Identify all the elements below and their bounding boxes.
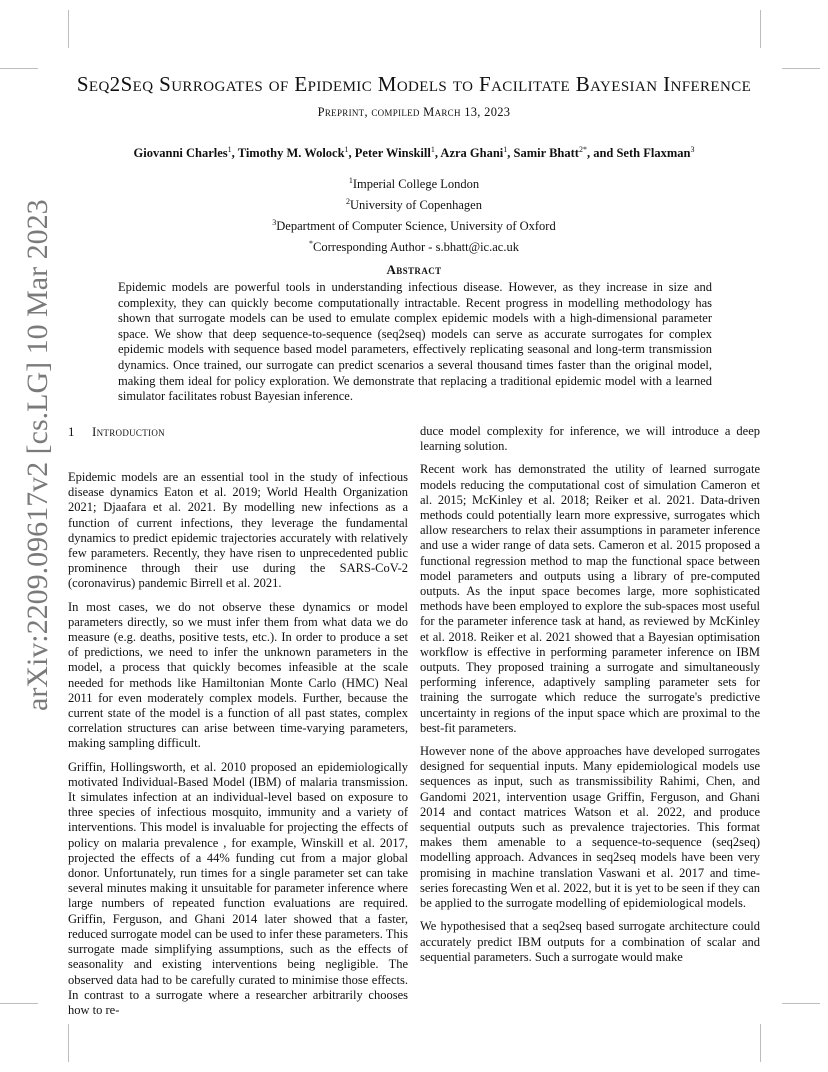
left-column bbox=[68, 470, 408, 1026]
abstract-heading: Abstract bbox=[386, 262, 442, 277]
author-affiliation-mark: 1 bbox=[503, 145, 508, 154]
abstract-text: Epidemic models are powerful tools in understanding infectious disease. However, as they increase in size and complexity, they can quickly become computationally intractable. Recent progress in modelling methodology has shown that surrogate models can be used to emulate complex epidemic models with a high-dimensional parameter space. We show that deep sequence-to-sequence (seq2seq) models can serve as accurate surrogates for complex epidemic models with sequence based model parameters, effectively replicating seasonal and long-term transmission dynamics. Once trained, our surrogate can predict scenarios a several thousand times faster than the original model, making them ideal for policy exploration. We demonstrate that replacing a traditional epidemic model with a learned simulator facilitates robust Bayesian inference. bbox=[118, 280, 712, 404]
paragraph: However none of the above approaches have developed surrogates designed for sequential inputs. Many epidemiological models use sequences as input, such as transmissibility Rahimi, Chen, and Gandomi 2021, intervention usage Griffin, Ferguson, and Ghani 2014 and contact matrices Watson et al. 2022, and produce sequential outputs such as prevalence trajectories. This format makes them amenable to a sequence-to-sequence (seq2seq) modelling approach. Advances in seq2seq models have been very promising in machine translation Vaswani et al. 2017 and time-series forecasting Wen et al. 2022, but it is yet to be seen if they can be applied to the surrogate modelling of epidemiological models. bbox=[420, 744, 760, 911]
author-affiliation-mark: 1 bbox=[344, 145, 349, 154]
section-heading bbox=[68, 424, 165, 440]
paragraph: Griffin, Hollingsworth, et al. 2010 proposed an epidemiologically motivated Individual-Based Model (IBM) of malaria transmission. It simulates infection at an individual-level based on exposure to three species of infectious mosquito, immunity and a variety of interventions. This model is invaluable for projecting the effects of policy on malaria prevalence , for example, Winskill et al. 2017, projected the effects of a 44% funding cut from a major global donor. Unfortunately, run times for a single parameter set can take several minutes making it unsuitable for parameter inference where large numbers of repeated function evaluations are required. Griffin, Ferguson, and Ghani 2014 later showed that a faster, reduced surrogate model can be used to infer these parameters. This surrogate made simplifying assumptions, such as the effects of seasonality and existing interventions being negligible. The observed data had to be carefully curated to minimise those effects. In contrast to a surrogate where a researcher arbitrarily chooses how to re- bbox=[68, 759, 408, 1017]
author-affiliation-mark: 1 bbox=[430, 145, 435, 154]
author-name: Timothy M. Wolock bbox=[237, 146, 345, 161]
author-affiliation-mark: 3 bbox=[690, 145, 695, 154]
affiliation-mark: 2 bbox=[346, 197, 351, 207]
crop-mark bbox=[782, 1003, 820, 1004]
right-column bbox=[420, 424, 760, 973]
affiliation bbox=[40, 235, 788, 256]
affiliation-list bbox=[40, 172, 788, 257]
arxiv-stamp-text: arXiv:2209.09617v2 [cs.LG] 10 Mar 2023 bbox=[21, 199, 54, 711]
affiliation bbox=[40, 172, 788, 193]
author-affiliation-mark: 2* bbox=[578, 145, 587, 154]
paper-title: Seq2Seq Surrogates of Epidemic Models to Facilitate Bayesian Inference bbox=[76, 72, 752, 96]
crop-mark bbox=[68, 1024, 69, 1062]
crop-mark bbox=[782, 68, 820, 69]
affiliation-text: University of Copenhagen bbox=[350, 198, 482, 213]
paragraph: Epidemic models are an essential tool in the study of infectious disease dynamics Eaton et al. 2019; World Health Organization 2021; Djaafara et al. 2021. By modelling new infections as a function of current infections, they leverage the fundamental dynamics to predict epidemic trajectories accurately with relatively few parameters. Recently, they have risen to unprecedented public prominence through their use during the SARS-CoV-2 (coronavirus) pandemic Birrell et al. 2021. bbox=[68, 470, 408, 591]
author-name: Azra Ghani bbox=[440, 146, 504, 161]
author-name: Peter Winskill bbox=[354, 146, 431, 161]
affiliation-text: Corresponding Author - s.bhatt@ic.ac.uk bbox=[313, 240, 519, 255]
author-name: Samir Bhatt bbox=[513, 146, 579, 161]
affiliation-text: Imperial College London bbox=[352, 177, 480, 192]
affiliation-mark: 1 bbox=[348, 176, 353, 185]
crop-mark bbox=[760, 1024, 761, 1062]
section-number: 1 bbox=[68, 424, 75, 439]
affiliation-mark: 3 bbox=[272, 218, 277, 228]
affiliation-mark: * bbox=[309, 239, 314, 249]
paragraph: duce model complexity for inference, we will introduce a deep learning solution. bbox=[420, 424, 760, 454]
affiliation bbox=[40, 193, 788, 214]
author-affiliation-mark: 1 bbox=[227, 145, 232, 154]
crop-mark bbox=[760, 10, 761, 48]
crop-mark bbox=[0, 68, 38, 69]
author-name: and Seth Flaxman bbox=[593, 146, 691, 161]
paragraph: Recent work has demonstrated the utility of learned surrogate models reducing the computational cost of simulation Cameron et al. 2015; McKinley et al. 2018; Reiker et al. 2021. Data-driven methods could potentially learn more expressive, surrogates which allow researchers to relax their assumptions in parameter inference and use a wider range of data sets. Cameron et al. 2015 proposed a functional regression method to map the functional space between model parameters and outputs using a library of pre-computed outputs. As the input space becomes large, more sophisticated methods have been employed to explore the sub-spaces most useful for the parameter inference task at hand, as reviewed by McKinley et al. 2018. Reiker et al. 2021 showed that a Bayesian optimisation workflow is effective in performing parameter inference on IBM outputs. They proposed training a surrogate and simultaneously performing inference, adaptively sampling parameter sets for training the surrogate which reduce the surrogate's predictive uncertainty in regions of the input space which are proximal to the best-fit parameters. bbox=[420, 462, 760, 735]
section-title: Introduction bbox=[92, 424, 165, 439]
crop-mark bbox=[0, 1003, 38, 1004]
paragraph: We hypothesised that a seq2seq based surrogate architecture could accurately predict IBM outputs for a combination of scalar and sequential parameters. Such a surrogate would make bbox=[420, 919, 760, 964]
affiliation-text: Department of Computer Science, University of Oxford bbox=[276, 219, 556, 234]
author-list: Giovanni Charles$^1$, Timothy M. Wolock$^1$, Peter Winskill$^1$, Azra Ghani$^1$, Samir Bhatt$^{2*}$, and Seth Flaxman$^3$ bbox=[133, 145, 695, 161]
crop-mark bbox=[68, 10, 69, 48]
author-name: Giovanni Charles bbox=[133, 146, 228, 161]
paragraph: In most cases, we do not observe these dynamics or model parameters directly, so we must infer them from what data we do measure (e.g. deaths, positive tests, etc.). In order to produce a set of predictions, we need to infer the unknown parameters in the model, a process that quickly becomes infeasible at the scale needed for methods like Hamiltonian Monte Carlo (HMC) Neal 2011 for even moderately complex models. Further, because the current state of the model is a function of all past states, complex correlation structures can arise between time-varying parameters, making sampling difficult. bbox=[68, 599, 408, 751]
affiliation bbox=[40, 214, 788, 235]
paper-subtitle: Preprint, compiled March 13, 2023 bbox=[317, 105, 511, 119]
